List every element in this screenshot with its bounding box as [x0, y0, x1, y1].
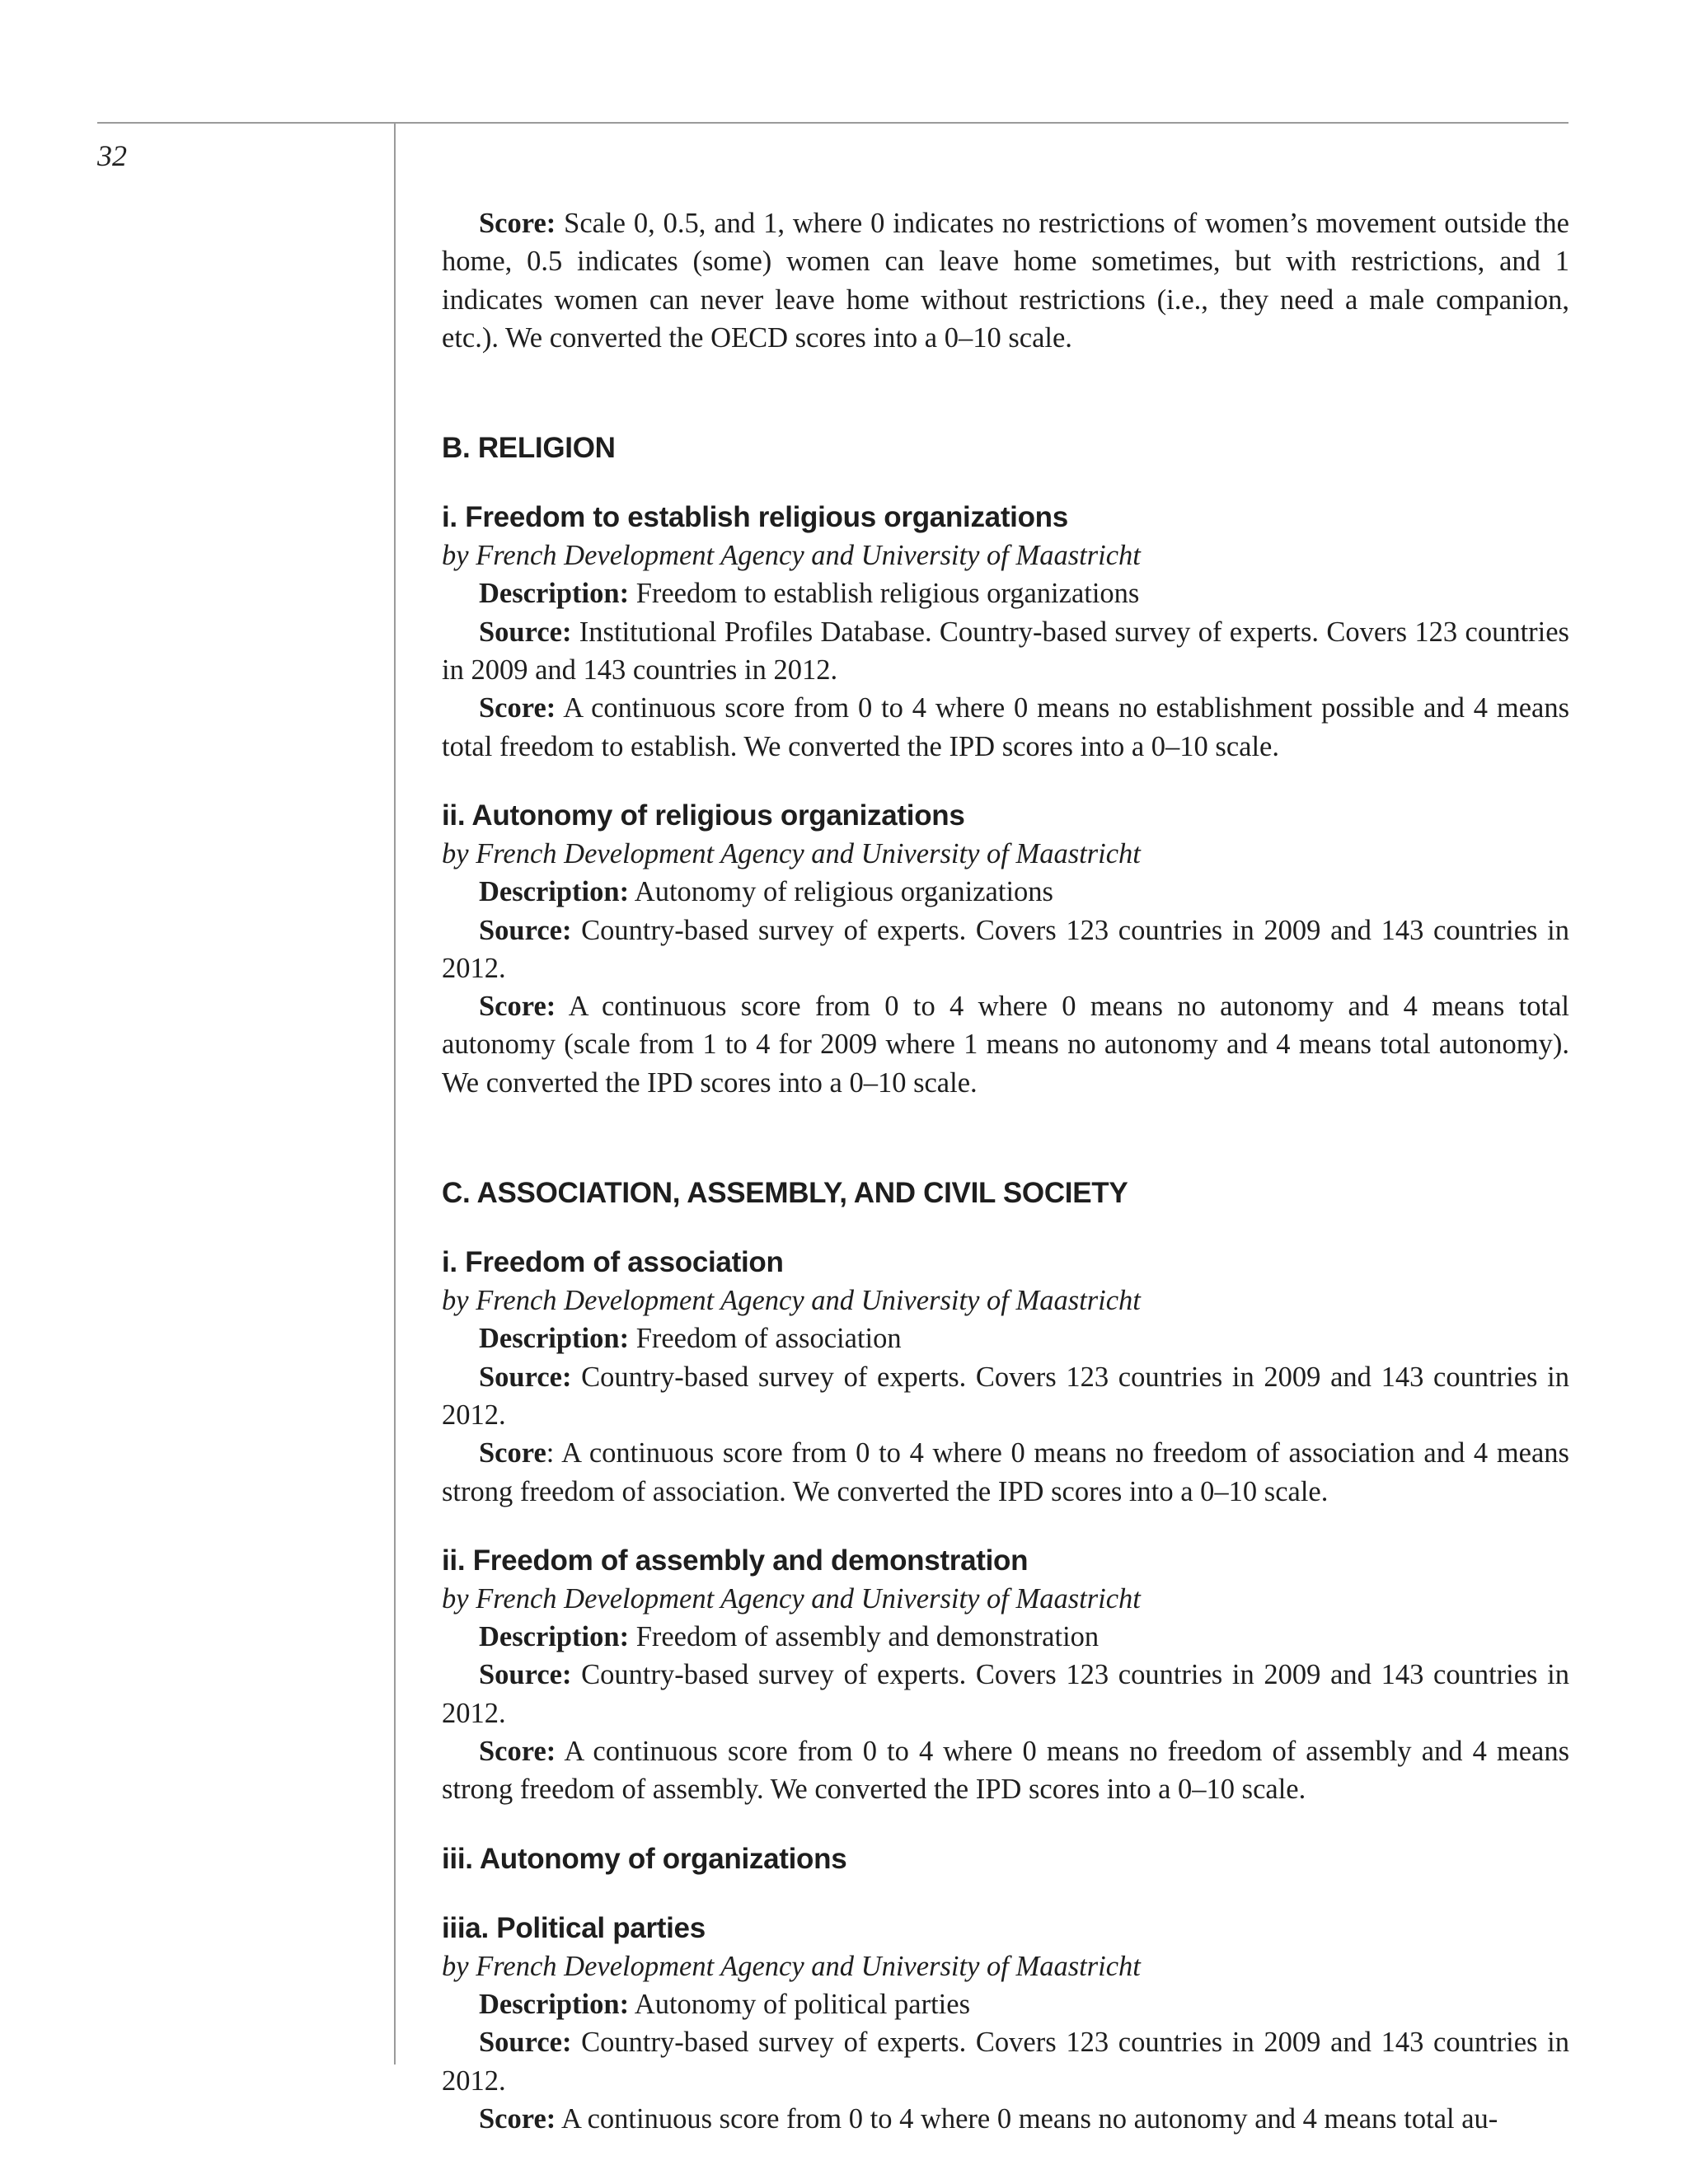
score-text: A continuous score from 0 to 4 where 0 means no autonomy and 4 means total autonomy (scale from 1 to 4 for 2009 where 1 means no autonomy and 4 means total autonomy). We converted the IPD scores into a 0–10 scale. [442, 991, 1569, 1099]
source-paragraph [442, 912, 1569, 988]
source-text: Country-based survey of experts. Covers 123 countries in 2009 and 143 countries in 2012. [442, 1659, 1569, 1729]
subsection-title: ii. Autonomy of religious organizations [442, 799, 965, 832]
score-label: Score: [479, 1736, 556, 1768]
source-label: Source: [479, 2027, 572, 2059]
subsection-title-autonomy: iii. Autonomy of organizations [442, 1842, 847, 1875]
intro-score-paragraph [442, 204, 1569, 357]
subsection-title: i. Freedom to establish religious organizations [442, 501, 1068, 534]
score-paragraph [442, 1434, 1569, 1511]
score-label: Score [479, 1437, 546, 1469]
description-paragraph [442, 1985, 1569, 2023]
margin-rule [394, 123, 396, 2064]
score-label: Score: [479, 692, 556, 724]
source-text: Country-based survey of experts. Covers 123 countries in 2009 and 143 countries in 2012. [442, 1361, 1569, 1431]
page-number: 32 [97, 139, 127, 172]
description-label: Description: [479, 1621, 630, 1653]
top-rule [97, 122, 1568, 124]
description-label: Description: [479, 1988, 630, 2020]
byline: by French Development Agency and University of Maastricht [442, 837, 1141, 869]
description-text: Freedom of assembly and demonstration [629, 1621, 1100, 1653]
description-label: Description: [479, 1323, 630, 1355]
source-text: Country-based survey of experts. Covers 123 countries in 2009 and 143 countries in 2012. [442, 914, 1569, 984]
source-paragraph [442, 1656, 1569, 1732]
score-label: Score: [479, 991, 556, 1023]
score-paragraph [442, 1732, 1569, 1809]
score-text: A continuous score from 0 to 4 where 0 means no establishment possible and 4 means total freedom to establish. We converted the IPD scores into a 0–10 scale. [442, 692, 1569, 762]
section-heading-association: C. ASSOCIATION, ASSEMBLY, AND CIVIL SOCIETY [442, 1177, 1128, 1210]
score-paragraph [442, 987, 1569, 1102]
source-label: Source: [479, 1659, 572, 1691]
description-text: Autonomy of religious organizations [629, 876, 1053, 908]
description-paragraph [442, 873, 1569, 911]
source-label: Source: [479, 1361, 572, 1393]
main-content [442, 204, 1569, 2138]
description-text: Freedom of association [629, 1323, 902, 1355]
source-label: Source: [479, 616, 572, 648]
score-text: : A continuous score from 0 to 4 where 0 means no freedom of association and 4 means strong freedom of association. We converted the IPD scores into a 0–10 scale. [442, 1437, 1569, 1507]
score-text: Scale 0, 0.5, and 1, where 0 indicates no restrictions of women’s movement outside the home, 0.5 indicates (some) women can leave home sometimes, but with restrictions, and 1 indicates women can never leave home without restrictions (i.e., they need a male companion, etc.). We converted the OECD scores into a 0–10 scale. [442, 208, 1569, 354]
description-paragraph [442, 1618, 1569, 1656]
section-heading-religion: B. RELIGION [442, 432, 616, 465]
source-paragraph [442, 613, 1569, 690]
subsection-title-political-parties: iiia. Political parties [442, 1911, 706, 1944]
byline: by French Development Agency and University of Maastricht [442, 540, 1141, 572]
source-paragraph [442, 1358, 1569, 1435]
source-text: Institutional Profiles Database. Country-based survey of experts. Covers 123 countries in 2009 and 143 countries in 2012. [442, 616, 1569, 687]
subsection-title: i. Freedom of association [442, 1246, 784, 1279]
byline: by French Development Agency and University of Maastricht [442, 1582, 1141, 1615]
score-label: Score: [479, 208, 556, 239]
score-label: Score: [479, 2102, 556, 2135]
byline: by French Development Agency and University of Maastricht [442, 1950, 1141, 1982]
score-paragraph [442, 2100, 1569, 2138]
byline: by French Development Agency and University of Maastricht [442, 1285, 1141, 1317]
subsection-title: ii. Freedom of assembly and demonstration [442, 1544, 1029, 1577]
source-text: Country-based survey of experts. Covers 123 countries in 2009 and 143 countries in 2012. [442, 2027, 1569, 2097]
description-text: Freedom to establish religious organizations [629, 578, 1140, 610]
source-label: Source: [479, 914, 572, 946]
score-paragraph [442, 689, 1569, 766]
description-text: Autonomy of political parties [629, 1988, 970, 2020]
description-label: Description: [479, 876, 630, 908]
score-text: A continuous score from 0 to 4 where 0 means no freedom of assembly and 4 means strong freedom of assembly. We converted the IPD scores into a 0–10 scale. [442, 1736, 1569, 1806]
source-paragraph [442, 2023, 1569, 2100]
description-paragraph [442, 574, 1569, 612]
description-label: Description: [479, 578, 630, 610]
score-text: A continuous score from 0 to 4 where 0 means no autonomy and 4 means total au- [556, 2102, 1498, 2135]
description-paragraph [442, 1319, 1569, 1357]
